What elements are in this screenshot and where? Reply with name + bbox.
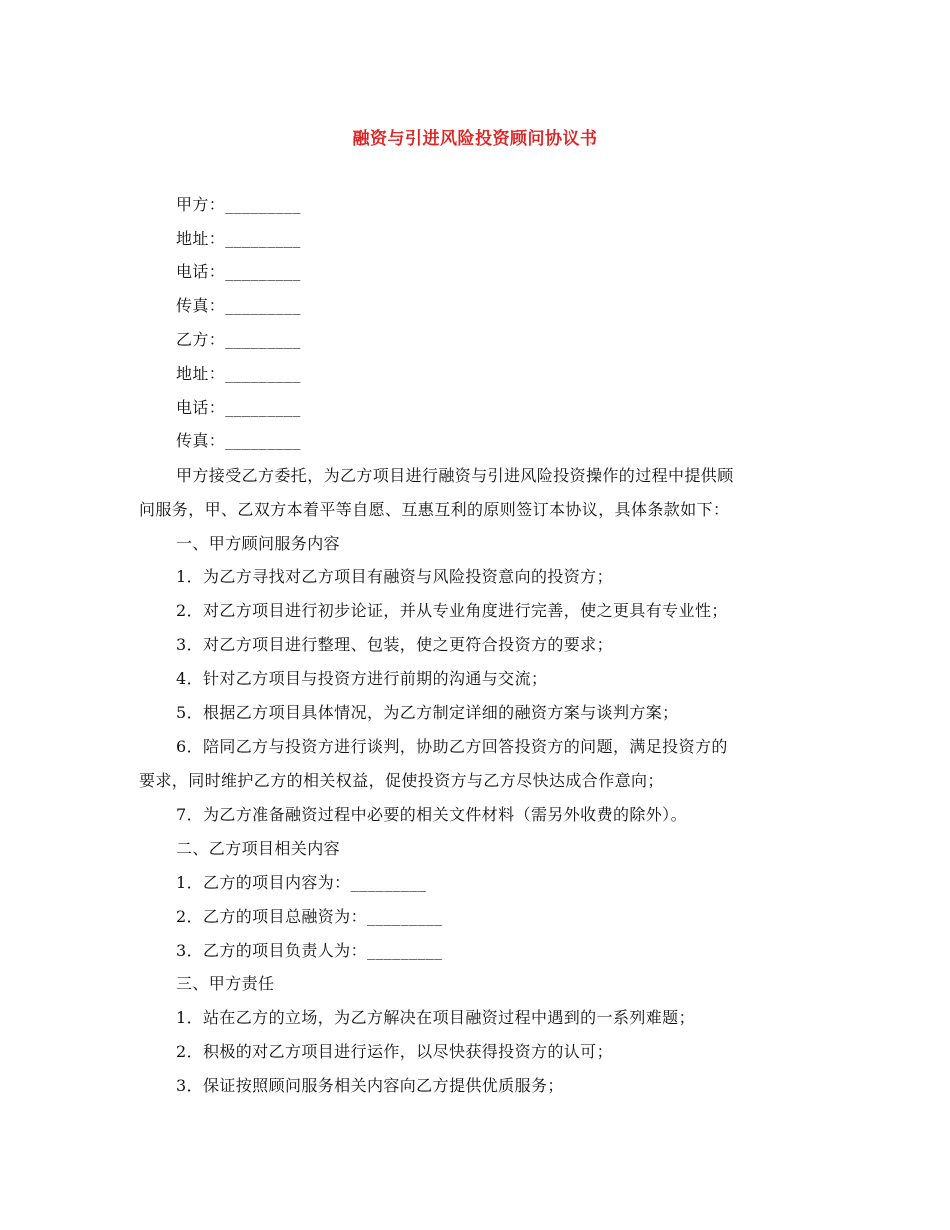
party-b-name-line: [176, 330, 301, 350]
section-3-item-1: 1．站在乙方的立场，为乙方解决在项目融资过程中遇到的一系列难题；: [176, 1008, 695, 1027]
section-2-item-2: [176, 907, 443, 927]
party-a-name-blank: _________: [225, 195, 301, 214]
section-2-heading: 二、乙方项目相关内容: [176, 839, 341, 858]
section-1-item-7: 7．为乙方准备融资过程中必要的相关文件材料（需另外收费的除外）。: [176, 805, 687, 824]
party-b-fax-line: [176, 431, 301, 451]
section-2-item-2-label: 2．乙方的项目总融资为：: [176, 907, 367, 926]
party-a-fax-blank: _________: [225, 296, 301, 315]
party-a-address-label: 地址：: [176, 229, 226, 248]
party-a-address-blank: _________: [225, 229, 301, 248]
section-1-item-1: 1．为乙方寻找对乙方项目有融资与风险投资意向的投资方；: [176, 567, 613, 586]
party-b-address-line: [176, 364, 301, 384]
section-2-item-1: [176, 873, 426, 893]
party-b-address-label: 地址：: [176, 364, 226, 383]
section-3-heading: 三、甲方责任: [176, 974, 275, 993]
section-2-item-3-blank: _________: [366, 941, 443, 960]
section-3-item-3: 3．保证按照顾问服务相关内容向乙方提供优质服务；: [176, 1076, 564, 1095]
party-a-fax-line: [176, 296, 301, 316]
intro-line-2: 问服务，甲、乙双方本着平等自愿、互惠互利的原则签订本协议，具体条款如下：: [139, 500, 730, 519]
section-1-item-2: 2．对乙方项目进行初步论证，并从专业角度进行完善，使之更具有专业性；: [176, 601, 728, 620]
party-a-name-label: 甲方：: [176, 195, 226, 214]
party-a-phone-label: 电话：: [176, 262, 226, 281]
section-2-item-3-label: 3．乙方的项目负责人为：: [176, 941, 367, 960]
party-b-address-blank: _________: [225, 364, 301, 383]
party-b-fax-blank: _________: [225, 431, 301, 450]
section-2-item-2-blank: _________: [366, 907, 443, 926]
intro-line-1: 甲方接受乙方委托，为乙方项目进行融资与引进风险投资操作的过程中提供顾: [176, 466, 734, 485]
document-title: 融资与引进风险投资顾问协议书: [352, 129, 598, 149]
party-a-name-line: [176, 195, 301, 215]
section-1-heading: 一、甲方顾问服务内容: [176, 534, 341, 553]
party-a-address-line: [176, 229, 301, 249]
party-a-phone-line: [176, 262, 301, 282]
party-a-fax-label: 传真：: [176, 296, 226, 315]
section-2-item-3: [176, 941, 443, 961]
section-2-item-1-blank: _________: [350, 873, 427, 892]
section-2-item-1-label: 1．乙方的项目内容为：: [176, 873, 351, 892]
section-1-item-6-line-2: 要求，同时维护乙方的相关权益，促使投资方与乙方尽快达成合作意向；: [139, 771, 664, 790]
section-1-item-3: 3．对乙方项目进行整理、包装，使之更符合投资方的要求；: [176, 635, 613, 654]
party-b-name-blank: _________: [225, 330, 301, 349]
section-1-item-6-line-1: 6．陪同乙方与投资方进行谈判，协助乙方回答投资方的问题，满足投资方的: [176, 737, 728, 756]
section-1-item-4: 4．针对乙方项目与投资方进行前期的沟通与交流；: [176, 669, 548, 688]
party-b-fax-label: 传真：: [176, 431, 226, 450]
party-b-phone-blank: _________: [225, 398, 301, 417]
party-a-phone-blank: _________: [225, 262, 301, 281]
party-b-phone-label: 电话：: [176, 398, 226, 417]
party-b-name-label: 乙方：: [176, 330, 226, 349]
section-3-item-2: 2．积极的对乙方项目进行运作，以尽快获得投资方的认可；: [176, 1042, 613, 1061]
party-b-phone-line: [176, 398, 301, 418]
section-1-item-5: 5．根据乙方项目具体情况，为乙方制定详细的融资方案与谈判方案；: [176, 703, 679, 722]
